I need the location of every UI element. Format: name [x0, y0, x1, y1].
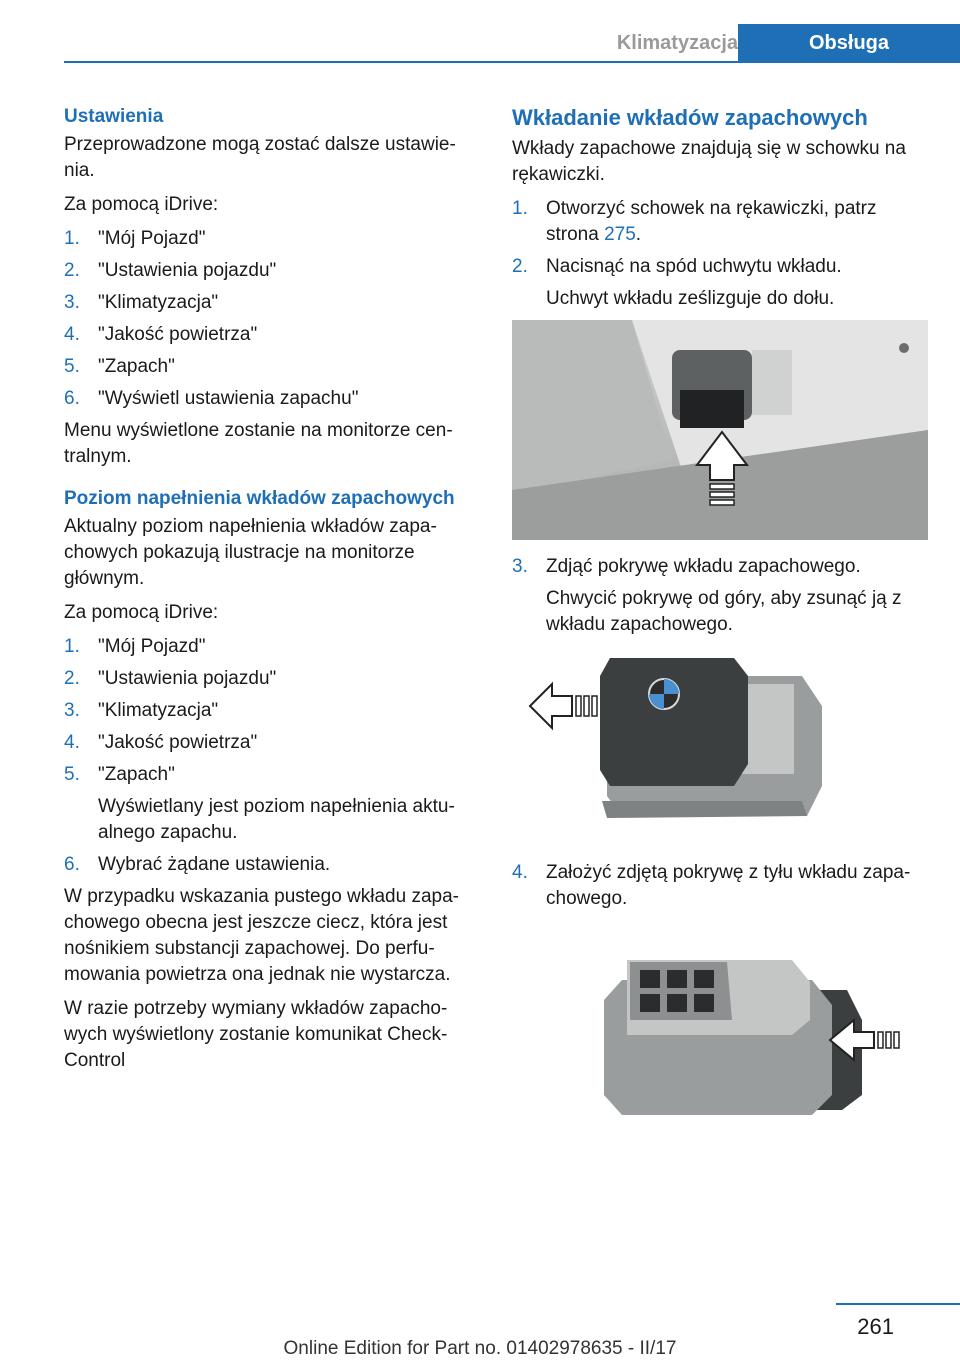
list-item: 3. Zdjąć pokrywę wkładu zapachowego. Chwycić pokrywę od góry, aby zsunąć ją z wkładu zapachowego.: [512, 556, 902, 635]
header-rule: [64, 61, 960, 63]
list-item: 5. "Zapach" Wyświetlany jest poziom napełnienia aktualnego zapachu.: [64, 764, 455, 843]
section-tab[interactable]: Klimatyzacja: [616, 32, 738, 54]
list-item: 4. "Jakość powietrza": [64, 324, 258, 345]
list-item: 1. "Mój Pojazd": [64, 636, 206, 657]
list-item: 1. "Mój Pojazd": [64, 228, 206, 249]
right-column: [512, 104, 930, 1144]
list-item: 5. "Zapach": [64, 356, 175, 377]
empty-cartridge-note: W przypadku wskazania pustego wkładu zapachowego obecna jest jeszcze ciecz, która jest nośnikiem substancji zapachowej. Do perfumowania powietrza ona jednak nie wystarcza.: [64, 886, 459, 985]
settings-steps-list: [64, 226, 479, 412]
list-item: 3. "Klimatyzacja": [64, 700, 219, 721]
page-link[interactable]: 275: [604, 224, 636, 245]
cartridge-cover-attach-illustration: [512, 920, 928, 1130]
list-item: 2. Nacisnąć na spód uchwytu wkładu. Uchwyt wkładu ześlizguje do dołu.: [512, 256, 842, 309]
level-steps-list: [64, 634, 479, 878]
list-item: 2. "Ustawienia pojazdu": [64, 260, 277, 281]
footer-rule: [836, 1303, 960, 1305]
idrive-label: Za pomocą iDrive:: [64, 194, 219, 215]
menu-note: Menu wyświetlone zostanie na monitorze centralnym.: [64, 420, 453, 467]
list-item: 6. "Wyświetl ustawienia zapachu": [64, 388, 359, 409]
cartridge-cover-removal-illustration: [512, 646, 928, 846]
list-item: 4. "Jakość powietrza": [64, 732, 258, 753]
insert-steps-list-cont: [512, 554, 930, 638]
insert-steps-list-cont2: [512, 860, 930, 912]
list-item: 6. Wybrać żądane ustawienia.: [64, 854, 331, 875]
level-heading: Poziom napełnienia wkładów zapachowych: [64, 488, 455, 509]
left-column: [64, 104, 479, 1082]
idrive-label: Za pomocą iDrive:: [64, 602, 219, 623]
settings-intro: Przeprowadzone mogą zostać dalsze ustawienia.: [64, 134, 456, 181]
page-header: [64, 24, 960, 62]
list-item: 4. Założyć zdjętą pokrywę z tyłu wkładu zapachowego.: [512, 862, 911, 909]
list-item: 3. "Klimatyzacja": [64, 292, 219, 313]
insert-heading: Wkładanie wkładów zapachowych: [512, 105, 868, 130]
settings-heading: Ustawienia: [64, 106, 164, 127]
list-item: 2. "Ustawienia pojazdu": [64, 668, 277, 689]
edition-line: Online Edition for Part no. 01402978635 - II/17: [283, 1338, 677, 1359]
page-number: 261: [857, 1314, 894, 1339]
glovebox-photo: [512, 320, 928, 540]
insert-intro: Wkłady zapachowe znajdują się w schowku na rękawiczki.: [512, 138, 906, 185]
chapter-tab[interactable]: Obsługa: [738, 24, 960, 62]
list-item: 1. Otworzyć schowek na rękawiczki, patrz strona 275.: [512, 198, 877, 245]
insert-steps-list: [512, 196, 930, 312]
level-intro: Aktualny poziom napełnienia wkładów zapachowych pokazują ilustracje na monitorze głównym.: [64, 516, 437, 589]
replace-note: W razie potrzeby wymiany wkładów zapachowych wyświetlony zostanie komunikat Check-Control: [64, 998, 448, 1071]
